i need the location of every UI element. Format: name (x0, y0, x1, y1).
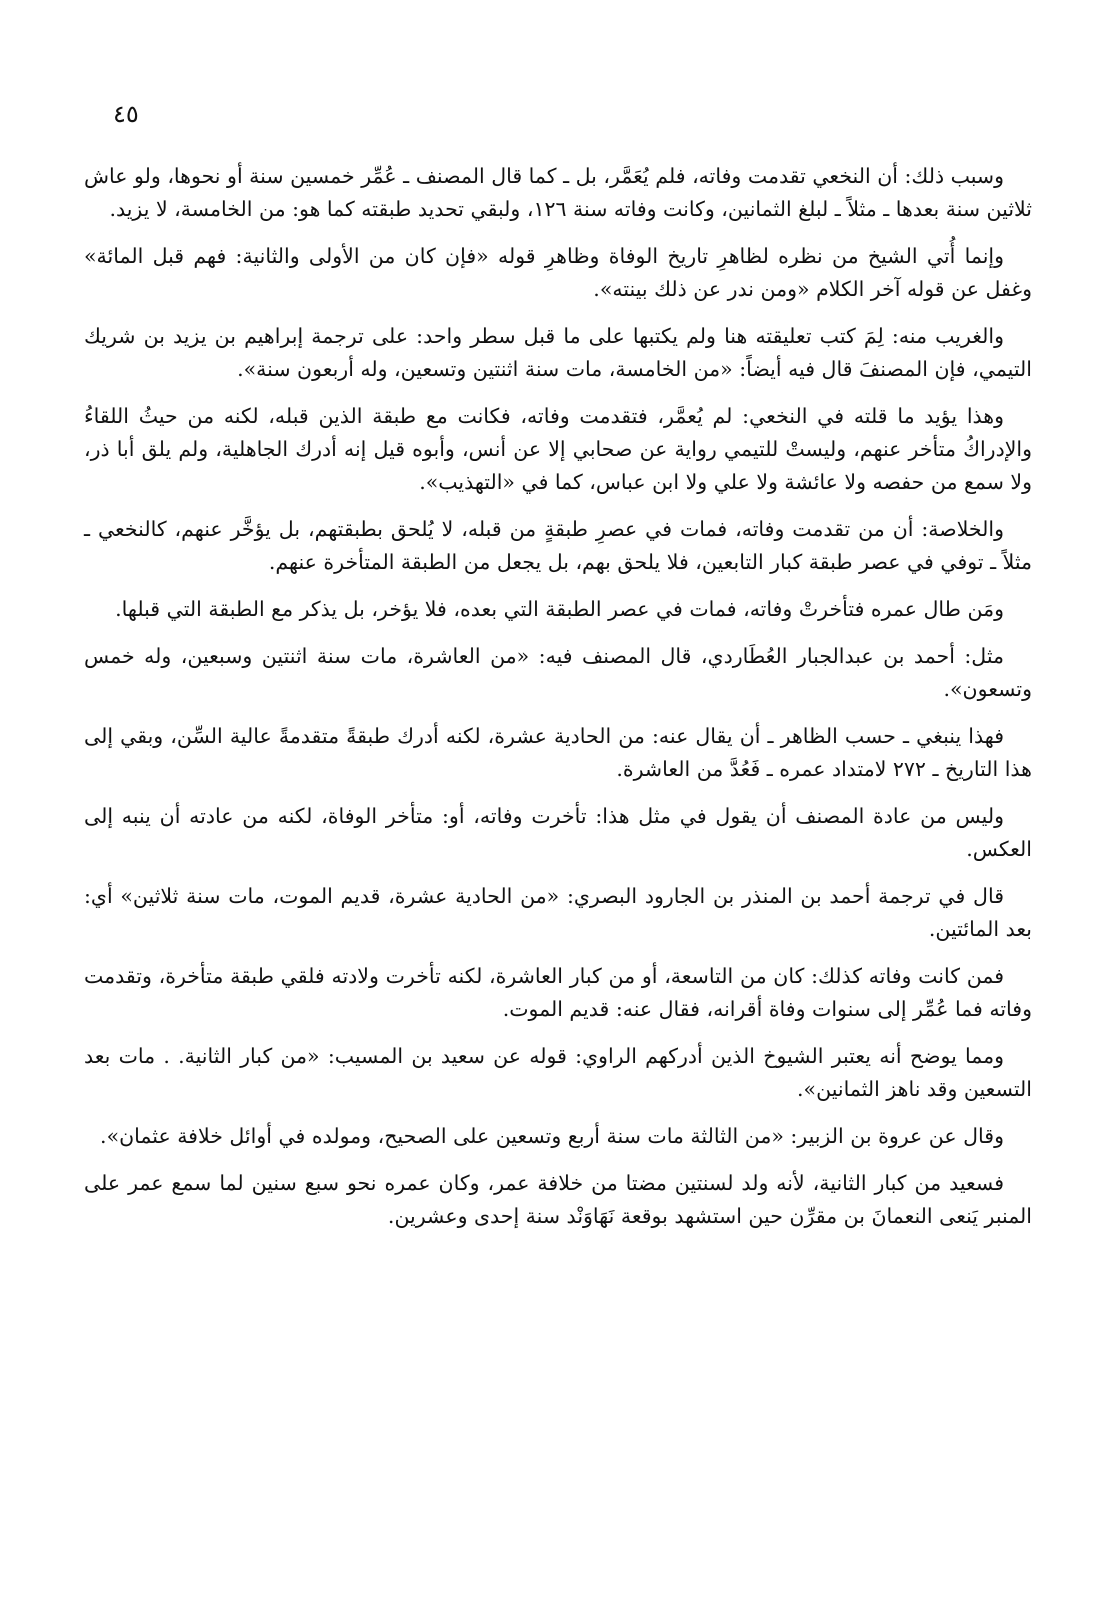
paragraph: فسعيد من كبار الثانية، لأنه ولد لسنتين مضتا من خلافة عمر، وكان عمره نحو سبع سنين لما سمع عمر على المنبر يَنعى النعمانَ بن مقرِّن حين استشهد بوقعة نَهَاوَنْد سنة إحدى وعشرين. (84, 1171, 1032, 1228)
paragraph: قال في ترجمة أحمد بن المنذر بن الجارود البصري: «من الحادية عشرة، قديم الموت، مات سنة ثلاثين» أي: بعد المائتين. (84, 884, 1032, 941)
paragraph: والخلاصة: أن من تقدمت وفاته، فمات في عصرِ طبقةٍ من قبله، لا يُلحق بطبقتهم، بل يؤخَّر عنهم، كالنخعي ـ مثلاً ـ توفي في عصر طبقة كبار التابعين، فلا يلحق بهم، بل يجعل من الطبقة المتأخرة عنهم. (84, 517, 1032, 574)
paragraph: مثل: أحمد بن عبدالجبار العُطَاردي، قال المصنف فيه: «من العاشرة، مات سنة اثنتين وسبعين، وله خمس وتسعون». (84, 644, 1032, 701)
paragraph: وسبب ذلك: أن النخعي تقدمت وفاته، فلم يُعَمَّر، بل ـ كما قال المصنف ـ عُمِّر خمسين سنة أو نحوها، ولو عاش ثلاثين سنة بعدها ـ مثلاً ـ لبلغ الثمانين، وكانت وفاته سنة ١٢٦، ولبقي تحديد طبقته كما هو: من الخامسة، لا يزيد. (84, 164, 1032, 221)
paragraph: فمن كانت وفاته كذلك: كان من التاسعة، أو من كبار العاشرة، لكنه تأخرت ولادته فلقي طبقة متأخرة، وتقدمت وفاته فما عُمِّر إلى سنوات وفاة أقرانه، فقال عنه: قديم الموت. (84, 964, 1032, 1021)
paragraph: وليس من عادة المصنف أن يقول في مثل هذا: تأخرت وفاته، أو: متأخر الوفاة، لكنه من عادته أن ينبه إلى العكس. (84, 804, 1032, 861)
paragraph: ومما يوضح أنه يعتبر الشيوخ الذين أدركهم الراوي: قوله عن سعيد بن المسيب: «من كبار الثانية. . مات بعد التسعين وقد ناهز الثمانين». (84, 1044, 1032, 1101)
page-number: ٤٥ (113, 100, 139, 128)
paragraph: ومَن طال عمره فتأخرتْ وفاته، فمات في عصر الطبقة التي بعده، فلا يؤخر، بل يذكر مع الطبقة التي قبلها. (115, 597, 1004, 621)
paragraph: وإنما أُتي الشيخ من نظره لظاهرِ تاريخ الوفاة وظاهرِ قوله «فإن كان من الأولى والثانية: فهم قبل المائة» وغفل عن قوله آخر الكلام «ومن ندر عن ذلك بينته». (84, 244, 1032, 301)
paragraph: وهذا يؤيد ما قلته في النخعي: لم يُعمَّر، فتقدمت وفاته، فكانت مع طبقة الذين قبله، لكنه من حيثُ اللقاءُ والإدراكُ متأخر عنهم، وليستْ للتيمي رواية عن صحابي إلا عن أنس، وأبوه قيل إنه أدرك الجاهلية، ولم يلق أبا ذر، ولا سمع من حفصه ولا عائشة ولا علي ولا ابن عباس، كما في «التهذيب». (84, 404, 1032, 494)
paragraph: فهذا ينبغي ـ حسب الظاهر ـ أن يقال عنه: من الحادية عشرة، لكنه أدرك طبقةً متقدمةً عالية السِّن، وبقي إلى هذا التاريخ ـ ٢٧٢ لامتداد عمره ـ فَعُدَّ من العاشرة. (84, 724, 1032, 781)
body-text (84, 160, 1032, 1247)
paragraph: والغريب منه: لِمَ كتب تعليقته هنا ولم يكتبها على ما قبل سطر واحد: على ترجمة إبراهيم بن يزيد بن شريك التيمي، فإن المصنفَ قال فيه أيضاً: «من الخامسة، مات سنة اثنتين وتسعين، وله أربعون سنة». (84, 324, 1032, 381)
paragraph: وقال عن عروة بن الزبير: «من الثالثة مات سنة أربع وتسعين على الصحيح، ومولده في أوائل خلافة عثمان». (100, 1124, 1004, 1148)
